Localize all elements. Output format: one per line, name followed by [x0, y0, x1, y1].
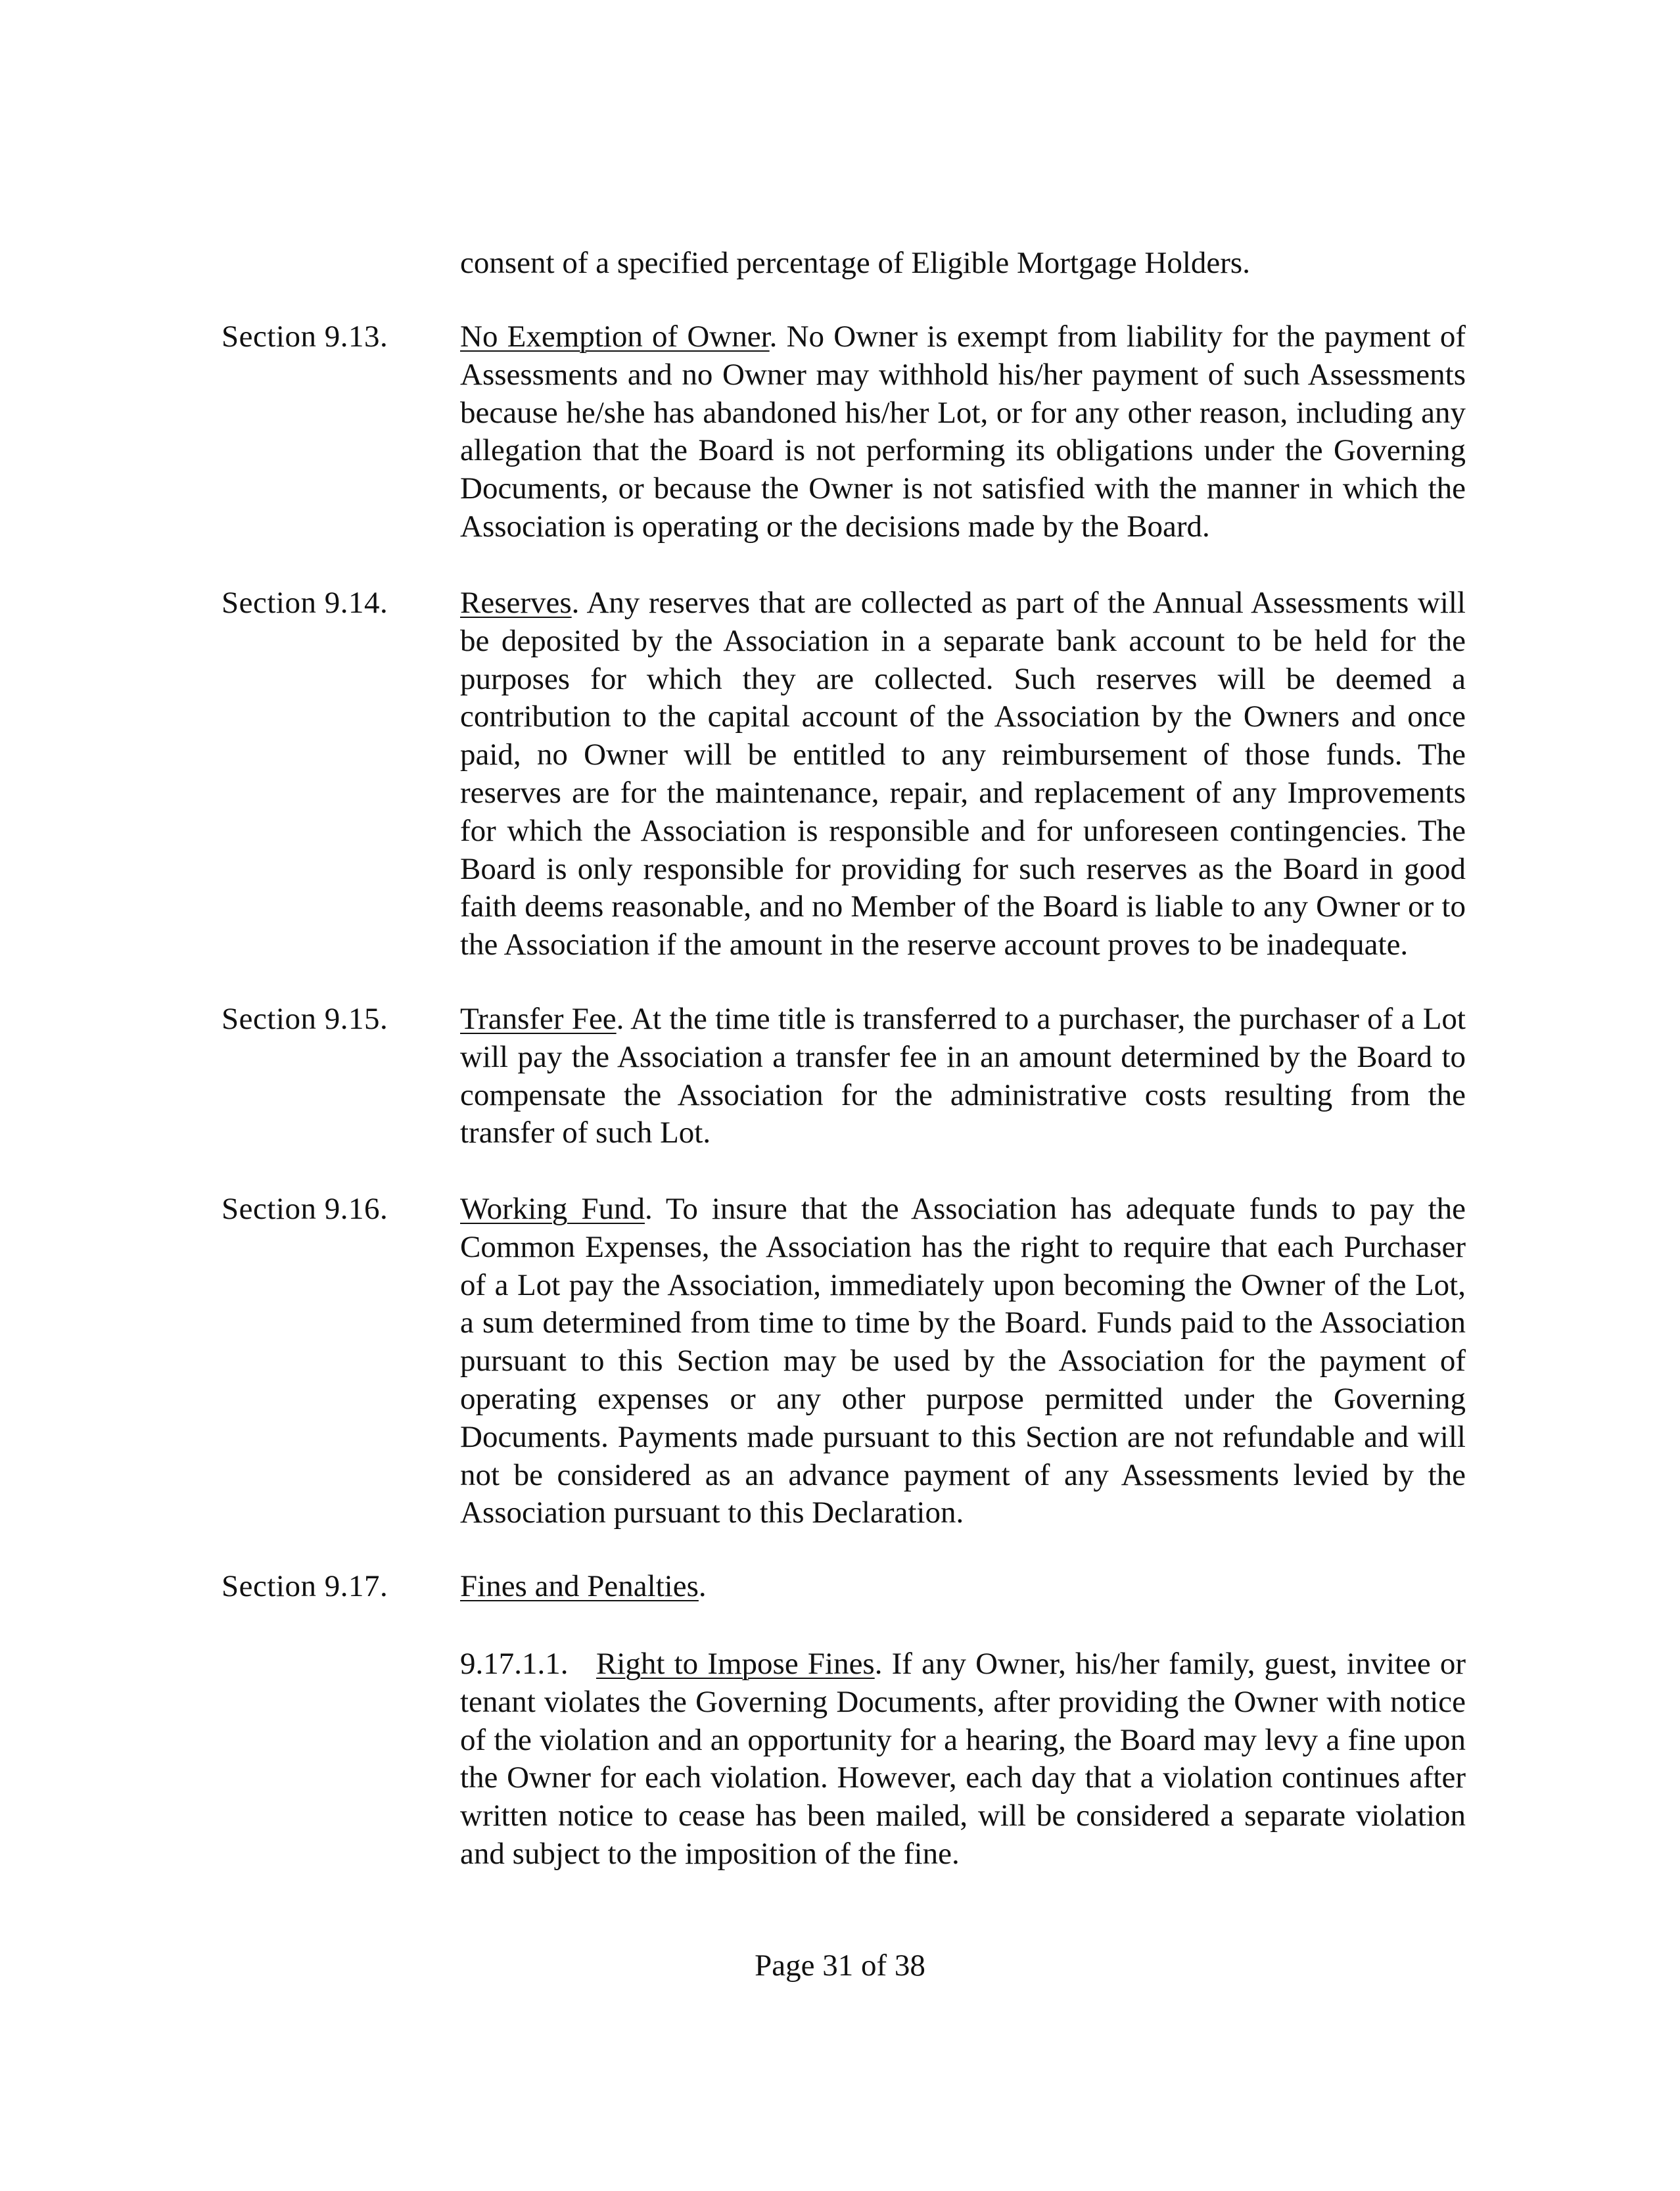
section-body: . No Owner is exempt from liability for the payment of Assessments and no Owner may withhold his/her payment of such Assessments because he/she has abandoned his/her Lot, or for any other reason, including any allegation that the Board is not performing its obligations under the Governing Documents, or because the Owner is not satisfied with the manner in which the Association is operating or the decisions made by the Board.: [460, 319, 1466, 544]
section-heading: Working Fund: [460, 1192, 645, 1226]
section-label-9-16: Section 9.16.: [222, 1192, 388, 1226]
section-body: . To insure that the Association has adequate funds to pay the Common Expenses, the Association has the right to require that each Purchaser of a Lot pay the Association, immediately upon becoming the Owner of the Lot, a sum determined from time to time by the Board. Funds paid to the Association pursuant to this Section may be used by the Association for the payment of operating expenses or any other purpose permitted under the Governing Documents. Payments made pursuant to this Section are not refundable and will not be considered as an advance payment of any Assessments levied by the Association pursuant to this Declaration.: [460, 1192, 1466, 1530]
continuation-text: consent of a specified percentage of Eligible Mortgage Holders.: [460, 246, 1250, 280]
section-heading: Transfer Fee: [460, 1002, 617, 1036]
subsection-heading: Right to Impose Fines: [596, 1647, 875, 1681]
section-label-9-15: Section 9.15.: [222, 1002, 388, 1036]
section-body: .: [698, 1569, 707, 1603]
section-9-17-text: [460, 1568, 1466, 1606]
section-heading: Reserves: [460, 586, 572, 620]
continuation-paragraph: [460, 245, 1466, 283]
section-9-16-text: [460, 1190, 1466, 1532]
subsection-body: . If any Owner, his/her family, guest, invitee or tenant violates the Governing Documents, after providing the Owner with notice of the violation and an opportunity for a hearing, the Board may levy a fine upon the Owner for each violation. However, each day that a violation continues after written notice to cease has been mailed, will be considered a separate violation and subject to the imposition of the fine.: [460, 1647, 1466, 1871]
section-heading: No Exemption of Owner: [460, 319, 770, 354]
section-9-15-text: [460, 1001, 1466, 1152]
page-footer: Page 31 of 38: [755, 1948, 925, 1983]
subsection-9-17-1-1-text: [460, 1645, 1466, 1873]
section-body: . At the time title is transferred to a purchaser, the purchaser of a Lot will pay the Association a transfer fee in an amount determined by the Board to compensate the Association for the administrative costs resulting from the transfer of such Lot.: [460, 1002, 1466, 1150]
section-label-9-14: Section 9.14.: [222, 586, 388, 620]
subsection-number: 9.17.1.1.: [460, 1647, 569, 1681]
section-body: . Any reserves that are collected as part of the Annual Assessments will be deposited by the Association in a separate bank account to be held for the purposes for which they are collected. Such reserves will be deemed a contribution to the capital account of the Association by the Owners and once paid, no Owner will be entitled to any reimbursement of those funds. The reserves are for the maintenance, repair, and replacement of any Improvements for which the Association is responsible and for unforeseen contingencies. The Board is only responsible for providing for such reserves as the Board in good faith deems reasonable, and no Member of the Board is liable to any Owner or to the Association if the amount in the reserve account proves to be inadequate.: [460, 586, 1466, 962]
section-heading: Fines and Penalties: [460, 1569, 699, 1603]
section-label-9-13: Section 9.13.: [222, 319, 388, 354]
section-9-14-text: [460, 584, 1466, 964]
section-9-13-text: [460, 318, 1466, 546]
section-label-9-17: Section 9.17.: [222, 1569, 388, 1603]
